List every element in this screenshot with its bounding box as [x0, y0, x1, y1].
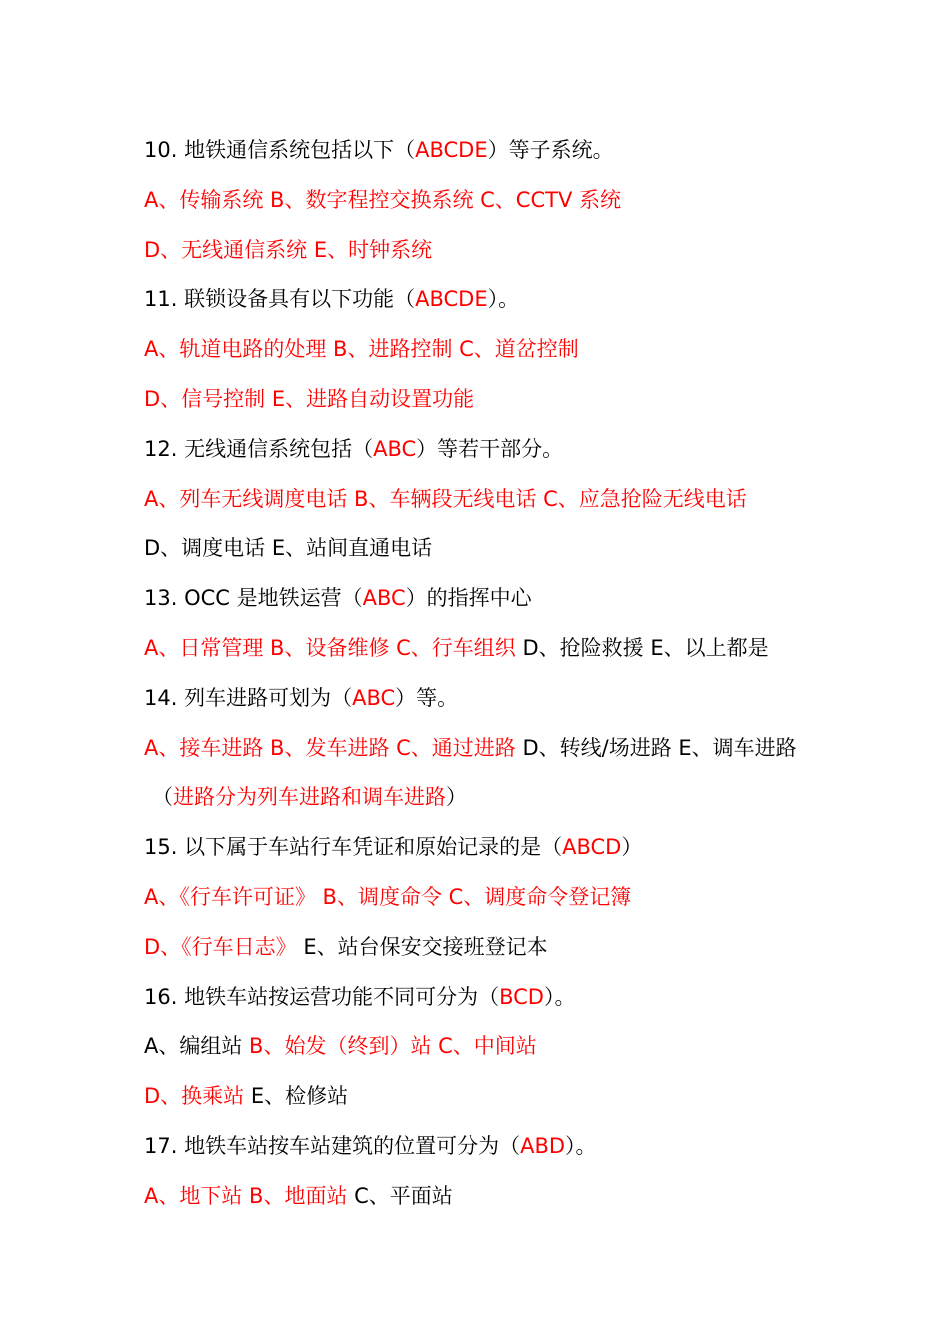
question-text: 15. 以下属于车站行车凭证和原始记录的是（	[144, 835, 563, 860]
text-line	[144, 1072, 824, 1122]
question-text: ）。	[565, 1133, 597, 1158]
text-line	[144, 475, 824, 525]
question-text: 14. 列车进路可划为（	[144, 685, 353, 710]
question-text: ）。	[487, 287, 520, 312]
answer-text: ABCDE	[415, 138, 488, 162]
text-line	[144, 1172, 824, 1222]
question-text: ）等。	[395, 685, 459, 710]
text-line	[144, 574, 824, 624]
answer-text: 进路分为列车进路和调车进路	[173, 785, 446, 810]
text-line	[144, 624, 824, 674]
question-text: 13. OCC 是地铁运营（	[144, 586, 363, 611]
text-line	[144, 176, 824, 226]
answer-text: ABC	[373, 436, 417, 461]
answer-text: A、列车无线调度电话 B、车辆段无线电话 C、应急抢险无线电话	[144, 486, 747, 511]
question-text: C、平面站	[347, 1183, 453, 1208]
answer-text: A、地下站 B、地面站	[144, 1183, 348, 1208]
answer-text: A、轨道电路的处理 B、进路控制 C、道岔控制	[144, 337, 579, 362]
question-text: ）	[446, 785, 467, 810]
question-text: E、站台保安交接班登记本	[296, 934, 548, 959]
text-line	[144, 873, 824, 923]
question-text: （	[152, 785, 173, 810]
answer-text: A、接车进路 B、发车进路 C、通过进路	[144, 735, 516, 760]
text-line	[144, 524, 824, 574]
text-line	[144, 973, 824, 1023]
answer-text: ABC	[362, 586, 406, 611]
answer-text: ABD	[520, 1133, 566, 1158]
answer-text: D、换乘站	[144, 1084, 245, 1109]
question-text: ）等子系统。	[487, 138, 614, 162]
question-list	[144, 126, 824, 1222]
answer-text: ABC	[352, 685, 396, 710]
answer-text: D、信号控制 E、进路自动设置功能	[144, 386, 475, 411]
text-line	[144, 275, 824, 325]
question-text: ）	[621, 835, 643, 860]
text-line	[144, 674, 824, 724]
text-line	[144, 1122, 824, 1172]
question-text: 12. 无线通信系统包括（	[144, 436, 374, 461]
text-line	[144, 126, 824, 176]
question-text: 16. 地铁车站按运营功能不同可分为（	[144, 984, 500, 1009]
question-text: 10. 地铁通信系统包括以下（	[144, 138, 416, 162]
question-text: A、编组站	[144, 1034, 250, 1059]
text-line	[144, 773, 824, 823]
question-text: ）的指挥中心	[405, 586, 532, 611]
question-text: D、调度电话 E、站间直通电话	[144, 536, 433, 561]
answer-text: D、无线通信系统 E、时钟系统	[144, 237, 433, 262]
text-line	[144, 425, 824, 475]
text-line	[144, 375, 824, 425]
question-text: ）等若干部分。	[416, 436, 564, 461]
answer-text: BCD	[499, 984, 544, 1009]
question-text: 11. 联锁设备具有以下功能（	[144, 287, 416, 312]
answer-text: A、传输系统 B、数字程控交换系统 C、CCTV 系统	[144, 187, 621, 212]
answer-text: A、日常管理 B、设备维修 C、行车组织	[144, 635, 516, 660]
question-text: ）。	[543, 984, 576, 1009]
question-text: E、检修站	[244, 1084, 349, 1109]
question-text: D、转线/场进路 E、调车进路	[515, 735, 797, 760]
text-line	[144, 823, 824, 873]
text-line	[144, 923, 824, 973]
answer-text: B、始发（终到）站 C、中间站	[249, 1034, 537, 1059]
text-line	[144, 325, 824, 375]
answer-text: D、《行车日志》	[144, 934, 297, 959]
answer-text: A、《行车许可证》 B、调度命令 C、调度命令登记簿	[144, 884, 632, 909]
question-text: 17. 地铁车站按车站建筑的位置可分为（	[144, 1133, 521, 1158]
text-line	[144, 724, 824, 774]
answer-text: ABCDE	[415, 287, 488, 312]
question-text: D、抢险救援 E、以上都是	[515, 635, 769, 660]
text-line	[144, 1022, 824, 1072]
answer-text: ABCD	[562, 835, 622, 860]
text-line	[144, 226, 824, 276]
